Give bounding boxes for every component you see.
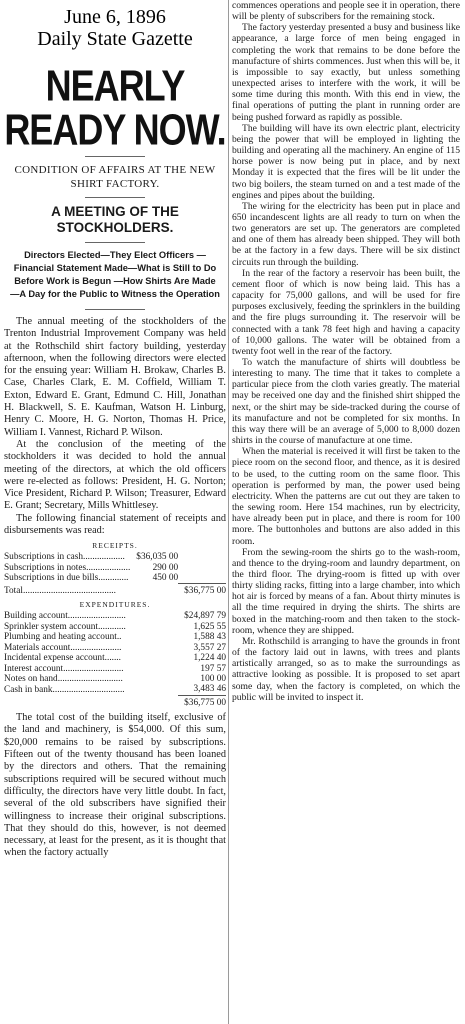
row-amount: 3,557 27 (193, 642, 226, 653)
row-label: Cash in bank............................... (4, 684, 125, 695)
row-label: Plumbing and heating account.. (4, 632, 122, 643)
divider-rule (85, 156, 145, 157)
table-row (4, 563, 226, 573)
row-amount: $36,035 00 (136, 552, 179, 563)
paragraph-building-cost: The total cost of the building itself, exclusive of the land and machinery, is $54,000. Of this sum, $20,000 remains to be raised by subscriptions. Fifteen out of the twenty thousand has been loaned by the directors and others. That the remaining subscriptions required will be secured without much difficulty, the directors have very little doubt. In fact, several of the old subscribers have signified their willingness to increase their original subscriptions. That they should do this, however, is not deemed necessary, at least for the present, as it is thought that when the factory actually (4, 712, 226, 859)
expenditures-total: $36,775 00 (178, 695, 226, 708)
row-amount: 1,588 43 (193, 632, 226, 643)
table-row (4, 653, 226, 663)
clipping-date: June 6, 1896 (64, 6, 166, 28)
row-amount: 100 00 (200, 673, 226, 684)
row-label: Subscriptions in cash.................. (4, 552, 125, 563)
paragraph-wiring: The wiring for the electricity has been put in place and 650 incandescent lights are all ready to turn on when the two generators are set up. The generators are completed and one of them has already been shipped. They will both be at the factory in a few days. There will be six distinct circuits run through the building. (232, 200, 460, 268)
table-row (4, 664, 226, 674)
table-row (4, 573, 226, 583)
paragraph-reservoir: In the rear of the factory a reservoir has been built, the cement floor of which is now being laid. This has a capacity for 75,000 gallons, and will be used for fire purposes exclusively, feeding the sprinklers in the building and the fire plugs surrounding it. The reservoir will be connected with a tank 78 feet high and having a capacity of 10,000 gallons. The water will be obtained from a twenty foot well in the rear of the factory. (232, 267, 460, 357)
table-row (4, 611, 226, 621)
row-amount: 290 00 (152, 562, 179, 573)
left-column (4, 0, 226, 860)
expenditures-heading: EXPENDITURES. (79, 600, 151, 610)
paragraph-continuation: commences operations and people see it in operation, there will be plenty of subscribers for the remaining stock. (232, 0, 460, 23)
row-label: Building account......................... (4, 611, 126, 622)
paragraph-directors: The annual meeting of the stockholders of the Trenton Industrial Improvement Company was held at the Rothschild shirt factory building, yesterday afternoon, when the following directors were elected for the ensuing year: William H. Brokaw, Charles B. Case, Charles Clark, E. M. Coffield, William T. Exton, Edward E. Grant, Edmund C. Hill, Jonathan H. Blackwell, S. E. Kaufman, Watson H. Linburg, Henry C. Moore, H. G. Norton, Thomas H. Price, William I. Vannest, Richard P. Wilson. (4, 316, 226, 438)
divider-rule (85, 309, 145, 310)
total-row (4, 584, 226, 597)
row-amount: 450 00 (152, 573, 179, 584)
paragraph-electric-plant: The building will have its own electric plant, electricity being the power that will be employed in lighting the building and operating all the machinery. An engine of 115 horse power is now being put in place, and by next Monday it is expected that the fires will be lit under the two big boilers, the steam turned on and a test made of the engines and pipes about the building. (232, 122, 460, 201)
row-amount: 1,224 40 (193, 653, 226, 664)
paragraph-busy-factory: The factory yesterday presented a busy and business like appearance, a large force of men being engaged in completing the work that remains to be done before the manufacture of shirts commences. Just when this will be, it is impossible to say exactly, but unless something unexpected arises to interfere with the work, it will be some time during this month. With this end in view, the final operations of putting the plant in running order are being pushed forward as rapidly as possible. (232, 22, 460, 123)
table-row (4, 622, 226, 632)
receipts-total: $36,775 00 (178, 584, 226, 597)
paragraph-material-process: When the material is received it will first be taken to the piece room on the second floor, and thence, as it is desired to be used, to the cutting room on the same floor. This operation is performed by man, the power used being electricity. When the patterns are cut out they are taken to the sewing room. Here 154 machines, run by electricity, have already been put in place, and there is room for 100 more. The buttonholes and buttons are also added in this room. (232, 446, 460, 547)
table-row (4, 632, 226, 642)
row-label: Incidental expense account....... (4, 653, 121, 664)
row-label: Materials account...................... (4, 642, 122, 653)
paragraph-statement-intro: The following financial statement of receipts and disbursements was read: (4, 512, 226, 537)
subheadline-meeting: A MEETING OF THE STOCKHOLDERS. (51, 204, 179, 235)
column-divider (228, 0, 229, 1024)
divider-rule (85, 197, 145, 198)
total-row (4, 695, 226, 708)
row-amount: $24,897 79 (184, 611, 226, 622)
row-amount: 1,625 55 (193, 621, 226, 632)
expenditures-table (4, 611, 226, 708)
row-amount: 3,483 46 (193, 684, 226, 695)
row-amount: 197 57 (200, 663, 226, 674)
receipts-heading: RECEIPTS. (92, 541, 138, 551)
row-label: Subscriptions in notes................... (4, 562, 131, 573)
paragraph-officers: At the conclusion of the meeting of the stockholders it was decided to hold the annual meeting of the directors, at which the old officers were re-elected as follows: President, H. G. Norton; Vice President, Richard P. Wilson; Treasurer, Edward E. Grant; Secretary, Mills Whittlesey. (4, 438, 226, 512)
total-label: Total........................................ (4, 585, 116, 596)
row-label: Sprinkler system account............ (4, 621, 126, 632)
row-label: Interest account.......................... (4, 663, 124, 674)
table-row (4, 552, 226, 562)
table-row (4, 674, 226, 684)
subheadline-condition: CONDITION OF AFFAIRS AT THE NEW SHIRT FACTORY. (14, 164, 216, 190)
paragraph-wash-room: From the sewing-room the shirts go to the wash-room, and thence to the drying-room and laundry department, on the third floor. The drying-room is fitted up with over thirty sliding racks, fitting into a large chamber, into which hot air is forced by means of a fan. About thirty minutes is all the time required in drying the shirts. The shirts are boxed in the matching-room and then taken to the stock-room, whence they are shipped. (232, 546, 460, 636)
table-row (4, 684, 226, 695)
headline: NEARLY READY NOW. (4, 60, 226, 155)
financial-statement (4, 541, 226, 708)
row-label: Subscriptions in due bills............. (4, 573, 129, 584)
divider-rule (85, 242, 145, 243)
newspaper-name: Daily State Gazette (37, 28, 193, 50)
receipts-table (4, 552, 226, 596)
right-column (232, 0, 460, 703)
table-row (4, 643, 226, 653)
row-label: Notes on hand............................ (4, 673, 123, 684)
paragraph-manufacture: To watch the manufacture of shirts will doubtless be interesting to many. The time that it takes to complete a particular piece from the cloth varies greatly. The material may be received one day and the finished shirt shipped the next, or the shirt may be side-tracked during the course of its manufacture and not be completed for six months. In this way there will be an average of 5,000 to 8,000 dozen shirts in the course of manufacture at one time. (232, 357, 460, 447)
paragraph-grounds: Mr. Rothschild is arranging to have the grounds in front of the factory laid out in lawns, with trees and plants artistically arranged, so as to make the surroundings as attractive looking as possible. It is proposed to set apart some day, when the factory is completed, on which the public will be invited to inspect it. (232, 635, 460, 703)
summary-deck: Directors Elected—They Elect Officers —Financial Statement Made—What is Still to Do Before Work is Begun —How Shirts Are Made—A Day for the Public to Witness the Operation (10, 250, 220, 299)
